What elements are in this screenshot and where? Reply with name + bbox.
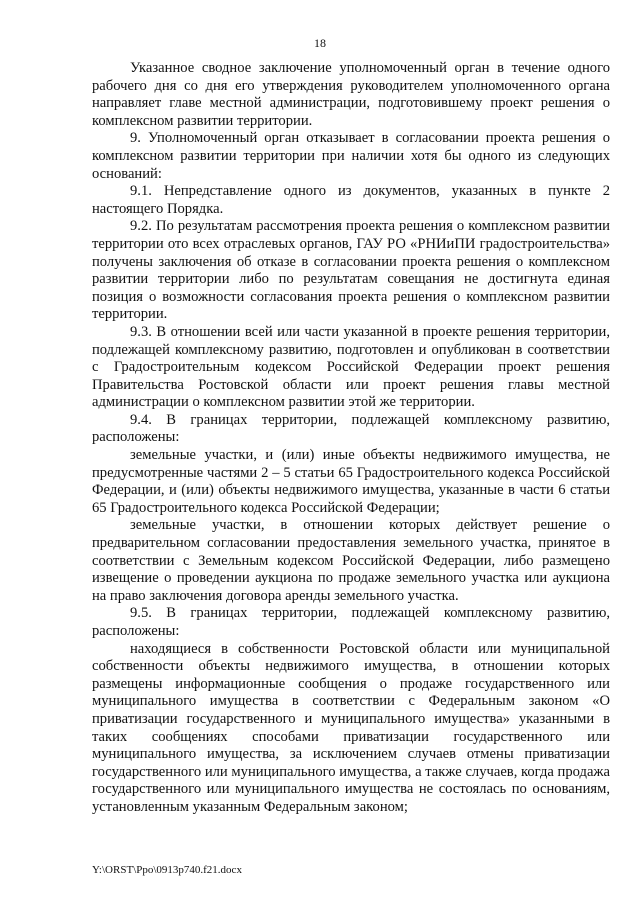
- paragraph-summary-conclusion: Указанное сводное заключение уполномоченный орган в течение одного рабочего дня со дня его утверждения руководителем уполномоченного органа направляет главе местной администрации, подготовившему проект решения о комплексном развитии территории.: [92, 60, 610, 129]
- paragraph-item-9-3: 9.3. В отношении всей или части указанной в проекте решения территории, подлежащей комплексному развитию, подготовлен и опубликован в соответствии с Градостроительным кодексом Российской Федерации проект решения Правительства Ростовской области или проект решения главы местной администрации о комплексном развитии этой же территории.: [92, 323, 610, 411]
- paragraph-item-9-4-a: земельные участки, и (или) иные объекты недвижимого имущества, не предусмотренные частями 2 – 5 статьи 65 Градостроительного кодекса Российской Федерации, и (или) объекты недвижимого имущества, указанные в части 6 статьи 65 Градостроительного кодекса Российской Федерации;: [92, 447, 610, 516]
- paragraph-item-9-5: 9.5. В границах территории, подлежащей комплексному развитию, расположены:: [92, 605, 610, 639]
- paragraph-item-9-2: 9.2. По результатам рассмотрения проекта решения о комплексном развитии территории ото всех отраслевых органов, ГАУ РО «РНИиПИ градостроительства» получены заключения об отказе в согласовании проекта решения о комплексном развитии территории либо по результатам совещания не достигнута единая позиция о возможности согласования проекта решения о комплексном развитии территории.: [92, 218, 610, 323]
- paragraph-item-9-1: 9.1. Непредставление одного из документов, указанных в пункте 2 настоящего Порядка.: [92, 183, 610, 217]
- file-path-footer: Y:\ORST\Ppo\0913p740.f21.docx: [92, 864, 242, 876]
- document-body: [92, 60, 610, 817]
- page-number: 18: [314, 36, 326, 50]
- paragraph-item-9-5-a: находящиеся в собственности Ростовской области или муниципальной собственности объекты недвижимого имущества, в отношении которых размещены информационные сообщения о продаже государственного или муниципального имущества в соответствии с Федеральным законом «О приватизации государственного и муниципального имущества» указанными в таких сообщениях способами приватизации государственного или муниципального имущества, за исключением случаев отмены приватизации государственного или муниципального имущества, а также случаев, когда продажа государственного или муниципального имущества не состоялась по основаниям, установленным указанным Федеральным законом;: [92, 640, 610, 815]
- paragraph-item-9-4: 9.4. В границах территории, подлежащей комплексному развитию, расположены:: [92, 411, 610, 446]
- paragraph-item-9-4-b: земельные участки, в отношении которых действует решение о предварительном согласовании предоставления земельного участка, принятое в соответствии с Земельным кодексом Российской Федерации, либо размещено извещение о проведении аукциона по продаже земельного участка или аукциона на право заключения договора аренды земельного участка.: [92, 517, 610, 604]
- paragraph-item-9: 9. Уполномоченный орган отказывает в согласовании проекта решения о комплексном развитии территории при наличии хотя бы одного из следующих оснований:: [92, 130, 610, 182]
